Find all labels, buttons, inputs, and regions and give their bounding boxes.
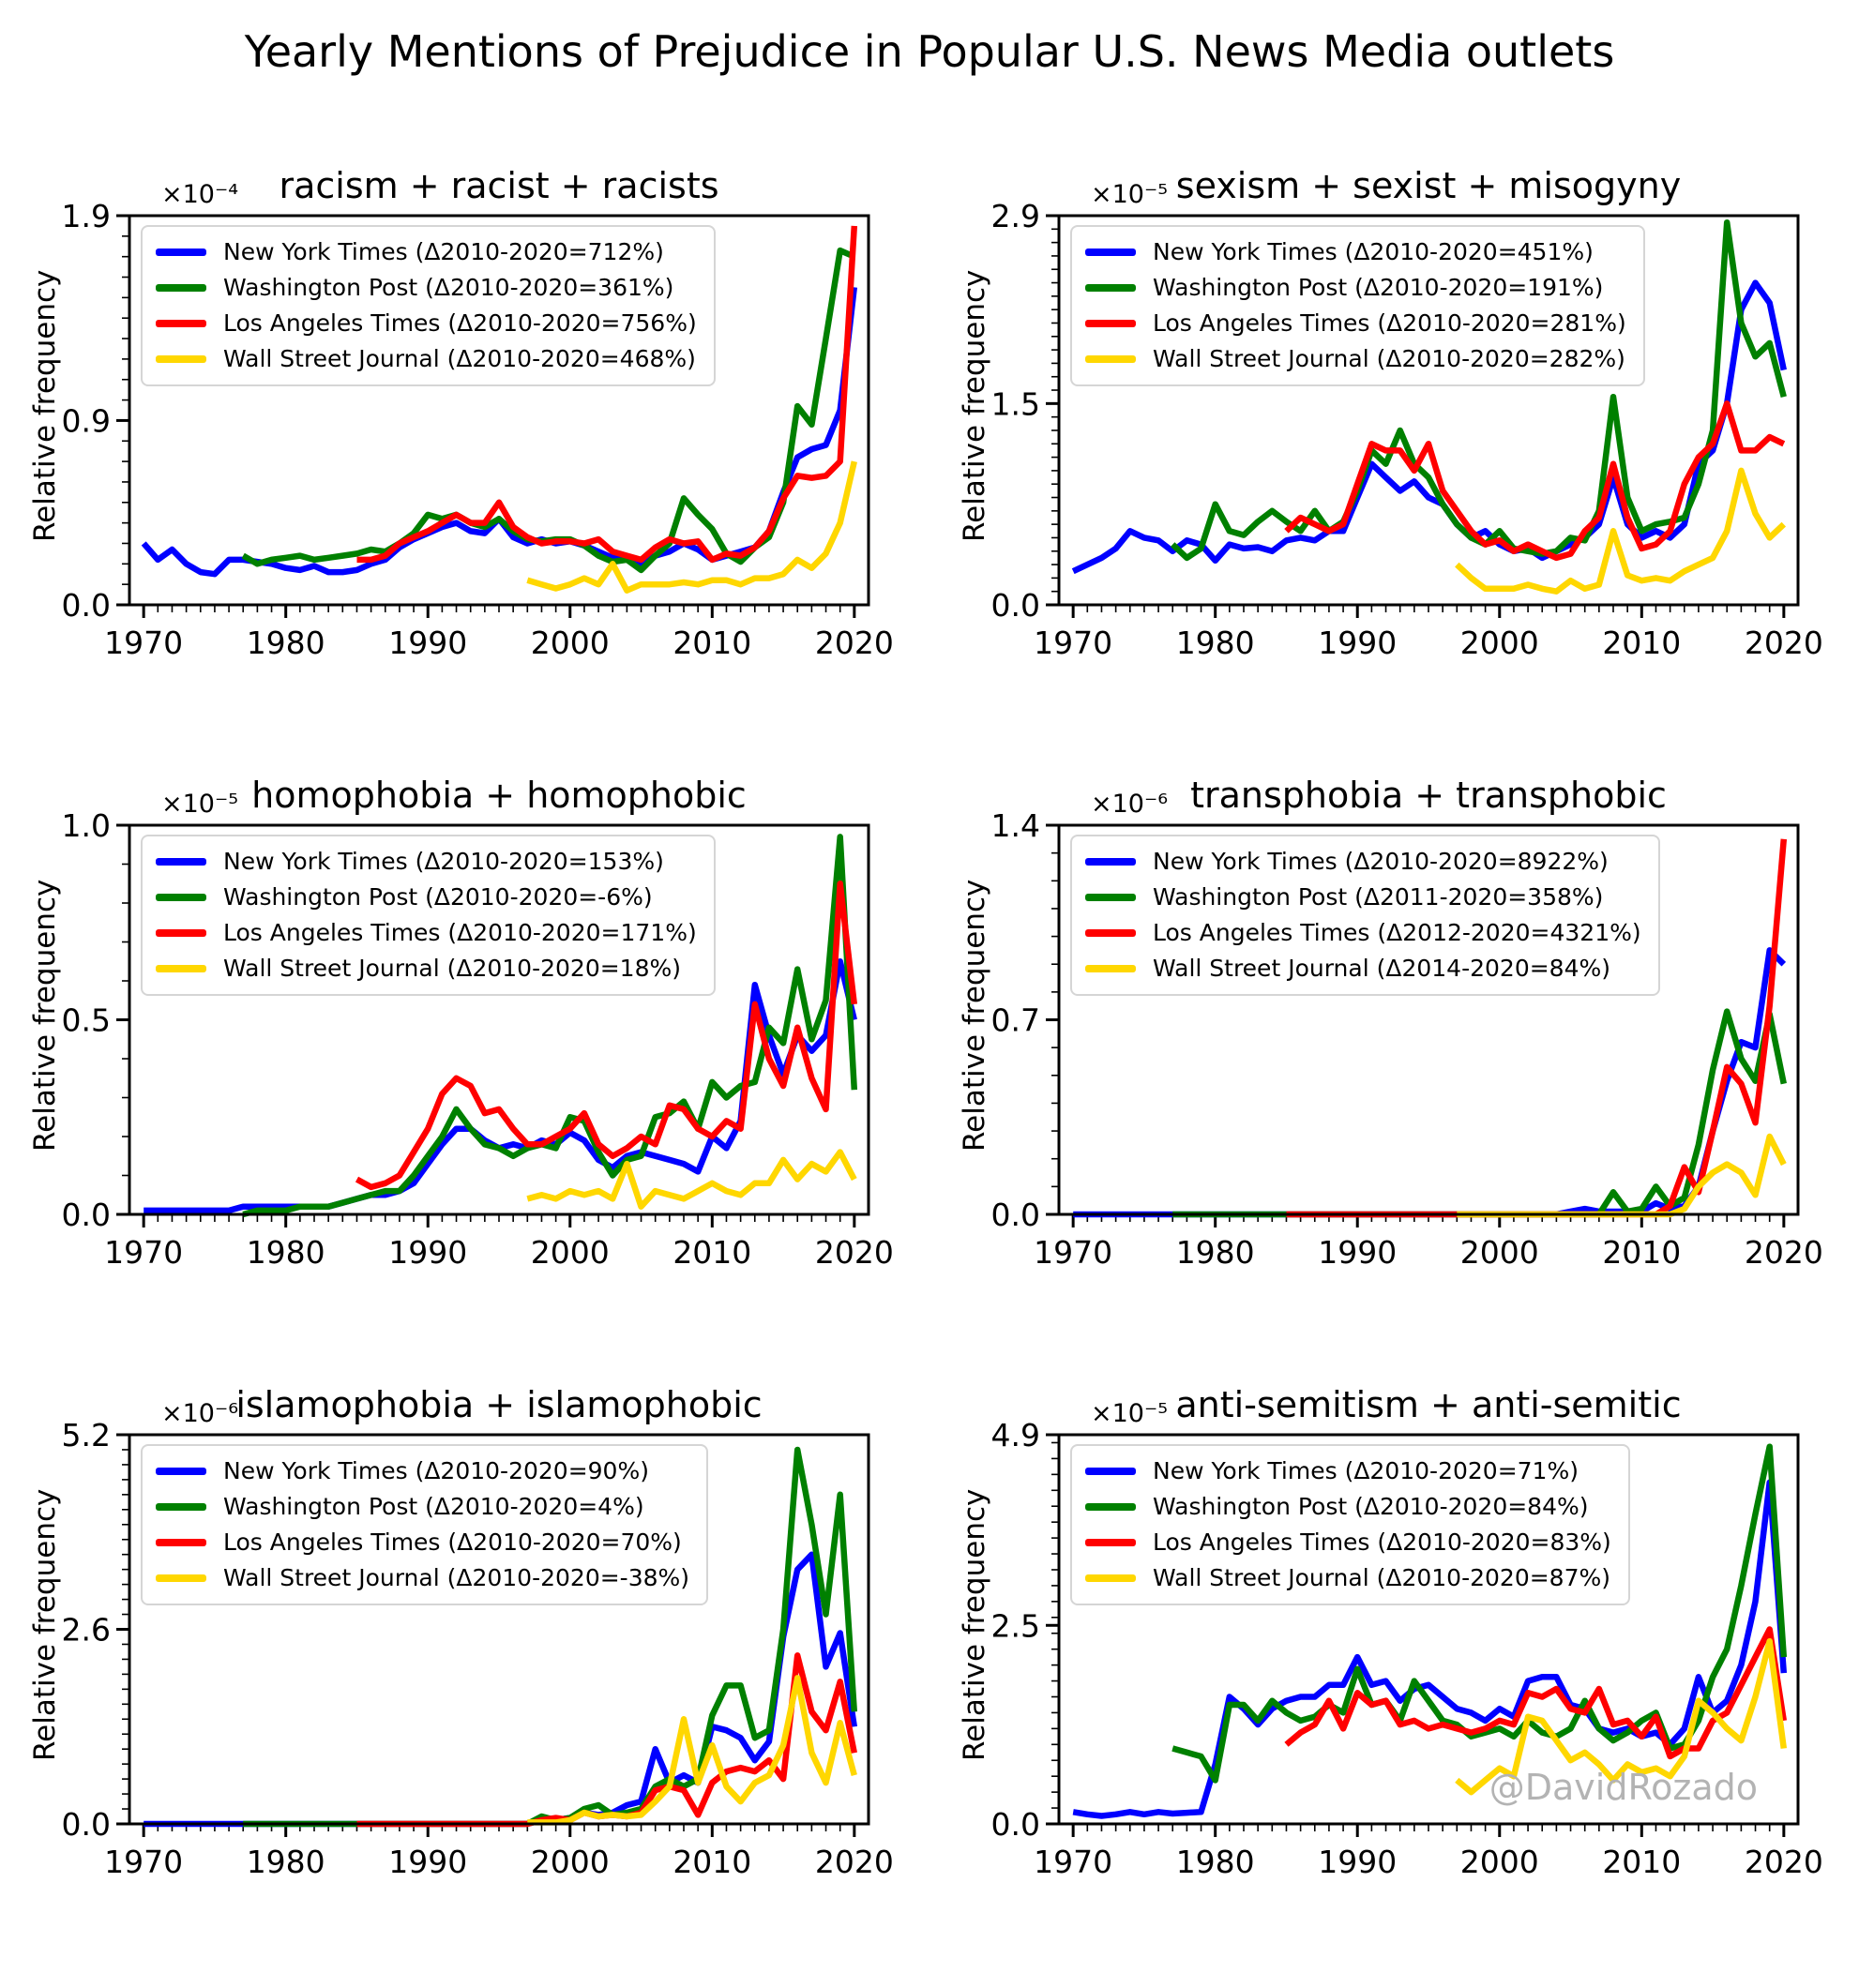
legend-item-lat — [156, 306, 697, 341]
legend-item-wapo — [156, 880, 697, 915]
lat-line-swatch — [156, 320, 206, 327]
wapo-line-swatch — [156, 894, 206, 901]
lat-line-swatch — [1085, 929, 1136, 937]
svg-text:2020: 2020 — [814, 625, 894, 661]
watermark: @DavidRozado — [1489, 1767, 1758, 1808]
svg-text:1980: 1980 — [1175, 1234, 1255, 1271]
svg-text:0.7: 0.7 — [990, 1002, 1040, 1039]
svg-text:0.0: 0.0 — [990, 1806, 1040, 1843]
legend-label: New York Times (Δ2010-2020=153%) — [223, 848, 664, 875]
nyt-line-swatch — [156, 858, 206, 866]
wsj-line-swatch — [1085, 1574, 1136, 1582]
svg-text:2.6: 2.6 — [61, 1611, 111, 1649]
svg-text:1990: 1990 — [388, 625, 468, 661]
legend-label: New York Times (Δ2010-2020=8922%) — [1153, 848, 1609, 875]
legend — [1070, 1444, 1630, 1605]
legend-item-nyt — [1085, 234, 1626, 270]
nyt-line-swatch — [1085, 1468, 1136, 1475]
legend-item-lat — [1085, 1525, 1611, 1560]
lat-line-swatch — [1085, 1539, 1136, 1546]
legend-item-wsj — [1085, 951, 1641, 986]
legend-label: Los Angeles Times (Δ2010-2020=756%) — [223, 309, 697, 337]
panel-title: islamophobia + islamophobic — [235, 1384, 763, 1425]
svg-text:1980: 1980 — [246, 1844, 325, 1880]
legend-label: Wall Street Journal (Δ2010-2020=87%) — [1153, 1564, 1610, 1591]
svg-text:1.5: 1.5 — [990, 385, 1040, 423]
svg-text:2000: 2000 — [530, 1844, 610, 1880]
svg-text:2010: 2010 — [673, 1844, 752, 1880]
legend-label: New York Times (Δ2010-2020=712%) — [223, 238, 664, 265]
chart-panel-homophobia — [0, 769, 930, 1378]
legend-label: Los Angeles Times (Δ2012-2020=4321%) — [1153, 919, 1641, 946]
svg-text:1980: 1980 — [246, 625, 325, 661]
svg-text:1970: 1970 — [104, 1844, 184, 1880]
svg-text:0.0: 0.0 — [61, 1806, 111, 1843]
svg-text:1970: 1970 — [104, 625, 184, 661]
svg-text:1970: 1970 — [104, 1234, 184, 1271]
wsj-line-swatch — [1085, 965, 1136, 972]
svg-text:2000: 2000 — [1459, 1844, 1539, 1880]
svg-text:2020: 2020 — [1744, 1234, 1823, 1271]
nyt-line-swatch — [156, 1468, 206, 1475]
svg-text:1.4: 1.4 — [990, 807, 1040, 844]
legend-label: Wall Street Journal (Δ2010-2020=-38%) — [223, 1564, 690, 1591]
svg-text:2020: 2020 — [1744, 625, 1823, 661]
legend-item-lat — [1085, 915, 1641, 951]
wapo-line-swatch — [1085, 284, 1136, 292]
legend-label: Washington Post (Δ2010-2020=191%) — [1153, 274, 1604, 301]
wsj-line-swatch — [156, 965, 206, 972]
svg-text:2.9: 2.9 — [990, 198, 1040, 234]
svg-text:0.0: 0.0 — [990, 587, 1040, 624]
legend-item-wapo — [1085, 880, 1641, 915]
svg-text:2010: 2010 — [673, 1234, 752, 1271]
y-axis-label: Relative frequency — [28, 1488, 62, 1761]
y-scale-exponent: ×10⁻⁴ — [161, 180, 239, 209]
svg-text:1980: 1980 — [1175, 1844, 1255, 1880]
y-axis-label: Relative frequency — [958, 269, 991, 542]
lat-line-swatch — [156, 929, 206, 937]
svg-text:2.5: 2.5 — [990, 1607, 1040, 1645]
legend-label: Washington Post (Δ2011-2020=358%) — [1153, 883, 1604, 911]
wsj-line-swatch — [156, 355, 206, 363]
y-axis-label: Relative frequency — [958, 1488, 991, 1761]
svg-text:2000: 2000 — [1459, 625, 1539, 661]
legend-item-wapo — [156, 270, 697, 306]
y-axis-label: Relative frequency — [28, 879, 62, 1152]
legend-item-nyt — [1085, 1453, 1611, 1489]
legend-item-wsj — [156, 1560, 689, 1596]
legend-item-nyt — [156, 844, 697, 880]
y-axis-label: Relative frequency — [28, 269, 62, 542]
svg-text:2010: 2010 — [1602, 1844, 1682, 1880]
svg-text:2010: 2010 — [1602, 1234, 1682, 1271]
svg-text:1.9: 1.9 — [61, 198, 111, 234]
svg-text:1970: 1970 — [1034, 1844, 1113, 1880]
svg-text:2020: 2020 — [814, 1844, 894, 1880]
legend-label: New York Times (Δ2010-2020=90%) — [223, 1457, 649, 1484]
y-axis-label: Relative frequency — [958, 879, 991, 1152]
panel-title: racism + racist + racists — [279, 165, 719, 206]
chart-panel-antisemitism — [930, 1378, 1859, 1988]
svg-text:0.0: 0.0 — [990, 1197, 1040, 1233]
legend-label: Wall Street Journal (Δ2010-2020=468%) — [223, 345, 696, 372]
legend-item-wsj — [156, 951, 697, 986]
legend-item-lat — [156, 915, 697, 951]
chart-panel-islamophobia — [0, 1378, 930, 1988]
svg-text:4.9: 4.9 — [990, 1417, 1040, 1453]
svg-text:2020: 2020 — [814, 1234, 894, 1271]
nyt-line-swatch — [1085, 858, 1136, 866]
legend — [1070, 225, 1645, 386]
legend-item-lat — [156, 1525, 689, 1560]
y-scale-exponent: ×10⁻⁵ — [1091, 1399, 1169, 1428]
svg-text:1980: 1980 — [1175, 625, 1255, 661]
svg-text:1970: 1970 — [1034, 625, 1113, 661]
svg-text:1980: 1980 — [246, 1234, 325, 1271]
svg-text:1990: 1990 — [388, 1844, 468, 1880]
svg-text:2010: 2010 — [1602, 625, 1682, 661]
wapo-line-swatch — [1085, 894, 1136, 901]
svg-text:1990: 1990 — [1318, 625, 1398, 661]
legend-item-nyt — [1085, 844, 1641, 880]
nyt-line-swatch — [156, 248, 206, 256]
svg-text:2000: 2000 — [1459, 1234, 1539, 1271]
svg-text:1990: 1990 — [1318, 1844, 1398, 1880]
legend — [141, 835, 716, 996]
svg-text:1990: 1990 — [388, 1234, 468, 1271]
svg-text:2000: 2000 — [530, 625, 610, 661]
wapo-line-swatch — [156, 284, 206, 292]
svg-text:2000: 2000 — [530, 1234, 610, 1271]
wsj-line-swatch — [156, 1574, 206, 1582]
y-scale-exponent: ×10⁻⁶ — [161, 1399, 239, 1428]
legend-label: Washington Post (Δ2010-2020=84%) — [1153, 1493, 1589, 1520]
y-scale-exponent: ×10⁻⁵ — [1091, 180, 1169, 209]
legend-item-wsj — [1085, 341, 1626, 377]
legend-label: Los Angeles Times (Δ2010-2020=70%) — [223, 1529, 682, 1556]
legend-label: Wall Street Journal (Δ2010-2020=18%) — [223, 955, 681, 982]
wapo-line-swatch — [1085, 1503, 1136, 1511]
y-scale-exponent: ×10⁻⁶ — [1091, 790, 1169, 819]
figure-title: Yearly Mentions of Prejudice in Popular U.S. News Media outlets — [244, 26, 1615, 77]
legend-item-nyt — [156, 234, 697, 270]
svg-text:0.0: 0.0 — [61, 1197, 111, 1233]
legend-item-wsj — [156, 341, 697, 377]
panel-title: transphobia + transphobic — [1190, 775, 1667, 816]
legend-label: Washington Post (Δ2010-2020=361%) — [223, 274, 674, 301]
legend-label: Los Angeles Times (Δ2010-2020=83%) — [1153, 1529, 1611, 1556]
legend — [141, 225, 716, 386]
chart-panel-sexism — [930, 159, 1859, 769]
svg-text:0.9: 0.9 — [61, 402, 111, 440]
legend-label: Wall Street Journal (Δ2014-2020=84%) — [1153, 955, 1610, 982]
legend-item-wapo — [156, 1489, 689, 1525]
svg-text:5.2: 5.2 — [61, 1417, 111, 1453]
wapo-line-swatch — [156, 1503, 206, 1511]
svg-text:2020: 2020 — [1744, 1844, 1823, 1880]
chart-panel-racism — [0, 159, 930, 769]
chart-panel-transphobia — [930, 769, 1859, 1378]
legend-item-nyt — [156, 1453, 689, 1489]
svg-text:1990: 1990 — [1318, 1234, 1398, 1271]
svg-text:0.5: 0.5 — [61, 1002, 111, 1039]
lat-line-swatch — [1085, 320, 1136, 327]
svg-text:2010: 2010 — [673, 625, 752, 661]
legend-label: Washington Post (Δ2010-2020=4%) — [223, 1493, 644, 1520]
legend-label: Los Angeles Times (Δ2010-2020=171%) — [223, 919, 697, 946]
legend-item-wapo — [1085, 1489, 1611, 1525]
svg-text:1970: 1970 — [1034, 1234, 1113, 1271]
legend-item-wsj — [1085, 1560, 1611, 1596]
svg-text:1.0: 1.0 — [61, 807, 111, 844]
legend-item-lat — [1085, 306, 1626, 341]
nyt-line-swatch — [1085, 248, 1136, 256]
panel-title: anti-semitism + anti-semitic — [1175, 1384, 1682, 1425]
svg-text:0.0: 0.0 — [61, 587, 111, 624]
panel-title: sexism + sexist + misogyny — [1175, 165, 1682, 206]
legend-label: Wall Street Journal (Δ2010-2020=282%) — [1153, 345, 1625, 372]
legend — [1070, 835, 1660, 996]
legend — [141, 1444, 708, 1605]
y-scale-exponent: ×10⁻⁵ — [161, 790, 239, 819]
wsj-line-swatch — [1085, 355, 1136, 363]
legend-item-wapo — [1085, 270, 1626, 306]
legend-label: Los Angeles Times (Δ2010-2020=281%) — [1153, 309, 1626, 337]
legend-label: Washington Post (Δ2010-2020=-6%) — [223, 883, 653, 911]
legend-label: New York Times (Δ2010-2020=451%) — [1153, 238, 1594, 265]
legend-label: New York Times (Δ2010-2020=71%) — [1153, 1457, 1579, 1484]
panel-title: homophobia + homophobic — [251, 775, 747, 816]
lat-line-swatch — [156, 1539, 206, 1546]
